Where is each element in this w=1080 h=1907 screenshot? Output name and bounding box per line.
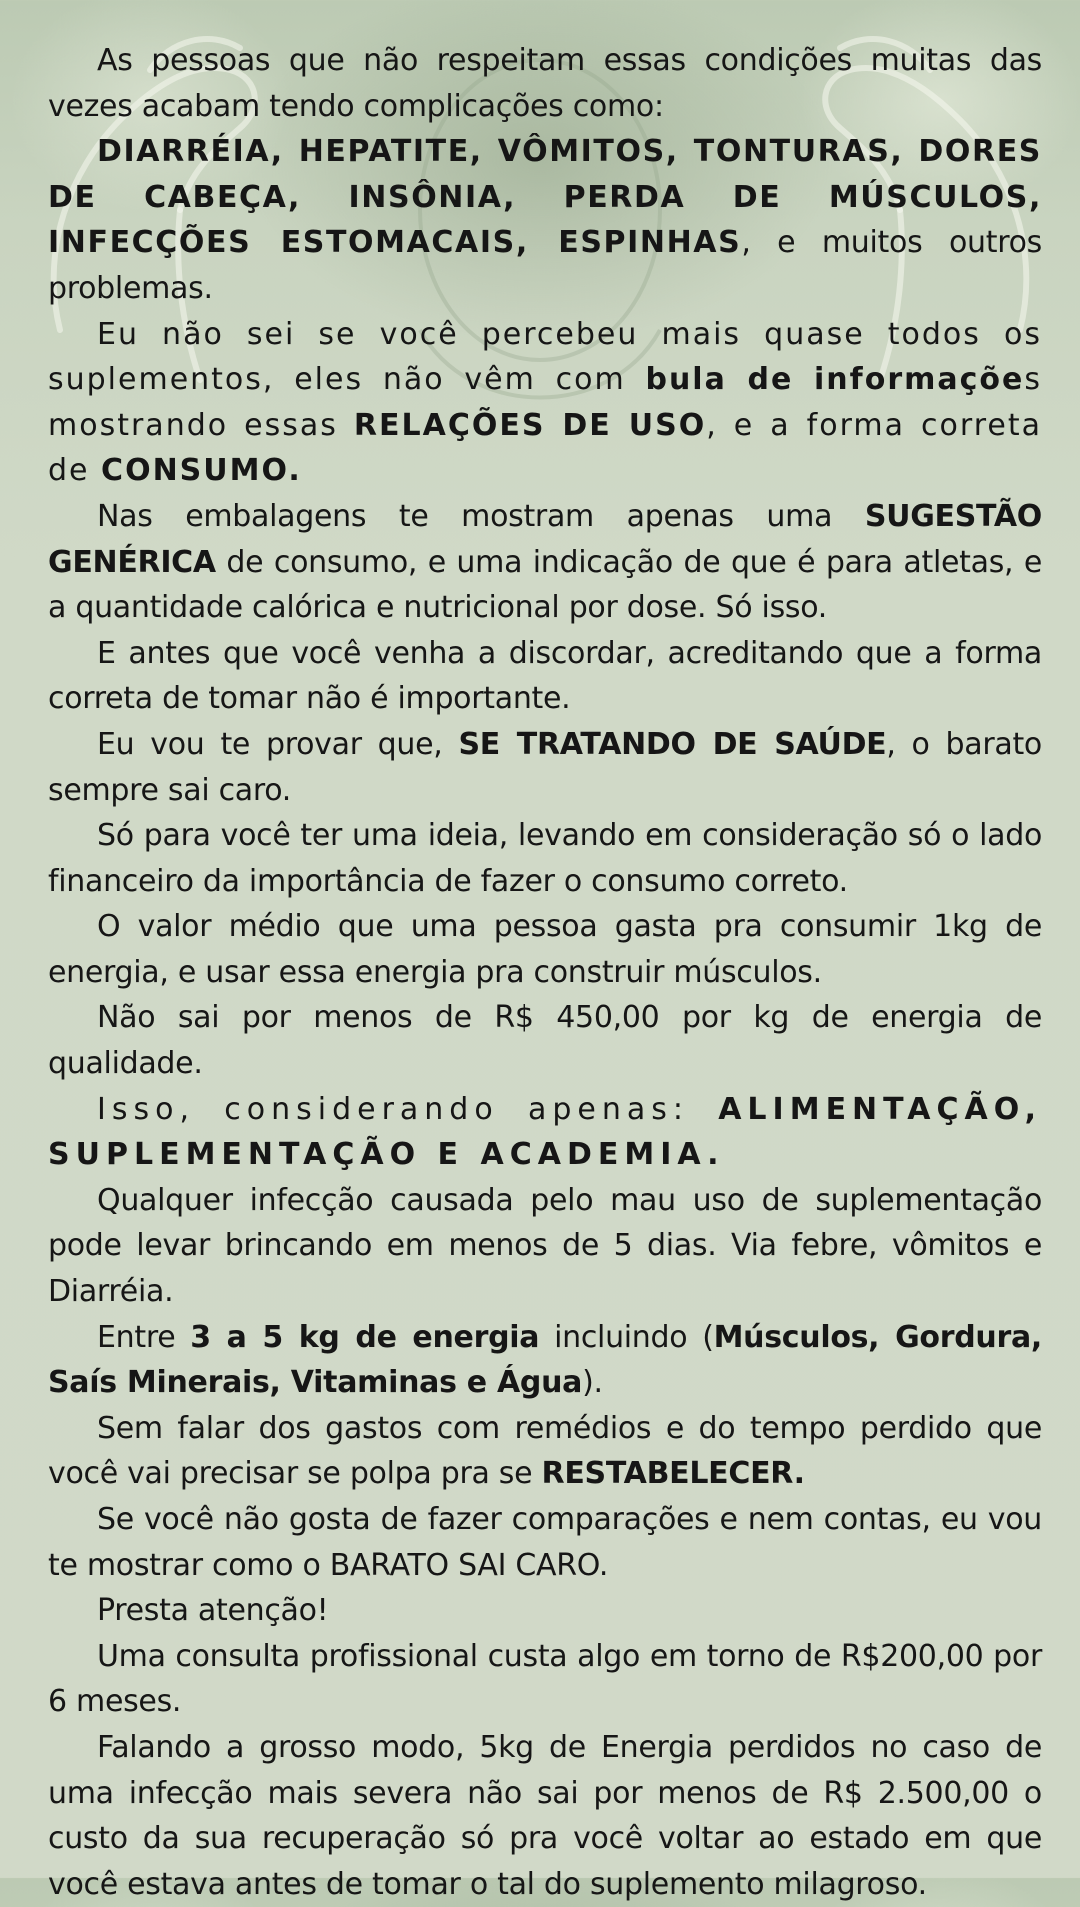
paragraph-10-bold: ALIMENTAÇÃO, SUPLEMENTAÇÃO E ACADEMIA. (48, 1091, 1042, 1173)
paragraph-11 (48, 1178, 1042, 1315)
paragraph-3 (48, 312, 1042, 494)
article-body (48, 38, 1042, 1907)
paragraph-1-text: As pessoas que não respeitam essas condições muitas das vezes acabam tendo complicações como: (48, 43, 1042, 124)
paragraph-5-text: E antes que você venha a discordar, acreditando que a forma correta de tomar não é importante. (48, 635, 1042, 717)
paragraph-7 (48, 813, 1042, 904)
paragraph-15-text: Presta atenção! (97, 1593, 329, 1629)
paragraph-4-text-b: de consumo, e uma indicação de que é para atletas, e a quantidade calórica e nutricional por dose. Só isso. (48, 544, 1042, 626)
paragraph-9 (48, 995, 1042, 1086)
paragraph-2-tail: , e muitos outros problemas. (48, 225, 1042, 306)
paragraph-3-bold-c: CONSUMO. (101, 453, 302, 489)
paragraph-11-text: Qualquer infecção causada pelo mau uso de suplementação pode levar brincando em menos de 5 dias. Via febre, vômitos e Diarréia. (48, 1182, 1042, 1310)
paragraph-8 (48, 904, 1042, 995)
paragraph-9-text: Não sai por menos de R$ 450,00 por kg de energia de qualidade. (48, 1000, 1042, 1082)
paragraph-8-text: O valor médio que uma pessoa gasta pra consumir 1kg de energia, e usar essa energia pra construir músculos. (48, 909, 1042, 990)
paragraph-16 (48, 1634, 1042, 1725)
paragraph-13-bold: RESTABELECER. (541, 1456, 805, 1492)
paragraph-4-bold-a: SUGESTÃO GENÉRICA (48, 498, 1042, 580)
paragraph-12-bold-a: 3 a 5 kg de energia (190, 1319, 540, 1355)
paragraph-12 (48, 1315, 1042, 1406)
paragraph-5 (48, 631, 1042, 722)
paragraph-3-text-c: , e a forma correta de (48, 407, 1042, 489)
paragraph-12-text-c: ). (582, 1365, 603, 1401)
paragraph-14 (48, 1497, 1042, 1588)
paragraph-10 (48, 1087, 1042, 1178)
paragraph-13-text: Sem falar dos gastos com remédios e do tempo perdido que você vai precisar se polpa pra se (48, 1410, 1042, 1492)
paragraph-4 (48, 494, 1042, 631)
paragraph-17 (48, 1725, 1042, 1907)
paragraph-3-text-b: s mostrando essas (48, 362, 1042, 443)
paragraph-12-text-a: Entre (97, 1319, 191, 1355)
paragraph-2 (48, 129, 1042, 311)
paragraph-1 (48, 38, 1042, 129)
complications-list: DIARRÉIA, HEPATITE, VÔMITOS, TONTURAS, DORES DE CABEÇA, INSÔNIA, PERDA DE MÚSCULOS, INFECÇÕES ESTOMACAIS, ESPINHAS (48, 134, 1042, 261)
paragraph-3-bold-b: RELAÇÕES DE USO (353, 407, 707, 443)
paragraph-6-text-b: , o barato sempre sai caro. (48, 726, 1042, 808)
paragraph-6-text-a: Eu vou te provar que, (97, 726, 459, 762)
paragraph-16-text: Uma consulta profissional custa algo em torno de R$200,00 por 6 meses. (48, 1638, 1042, 1720)
paragraph-10-text: Isso, considerando apenas: (97, 1091, 719, 1127)
paragraph-15 (48, 1588, 1042, 1634)
paragraph-3-text-a: Eu não sei se você percebeu mais quase todos os suplementos, eles não vêm com (48, 316, 1042, 398)
paragraph-3-bold-a: bula de informaçõe (645, 362, 1025, 398)
paragraph-14-text: Se você não gosta de fazer comparações e nem contas, eu vou te mostrar como o BARATO SAI CARO. (48, 1502, 1042, 1583)
paragraph-7-text: Só para você ter uma ideia, levando em consideração só o lado financeiro da importância de fazer o consumo correto. (48, 818, 1042, 899)
paragraph-12-bold-b: Músculos, Gordura, Saís Minerais, Vitaminas e Água (48, 1319, 1042, 1401)
paragraph-13 (48, 1406, 1042, 1497)
paragraph-12-text-b: incluindo ( (539, 1319, 714, 1355)
paragraph-4-text-a: Nas embalagens te mostram apenas uma (97, 498, 865, 534)
paragraph-6-bold-a: SE TRATANDO DE SAÚDE (458, 726, 887, 762)
paragraph-17-text: Falando a grosso modo, 5kg de Energia perdidos no caso de uma infecção mais severa não sai por menos de R$ 2.500,00 o custo da sua recuperação só pra você voltar ao estado em que você estava antes de tomar o tal do suplemento milagroso. (48, 1729, 1042, 1902)
paragraph-6 (48, 722, 1042, 813)
